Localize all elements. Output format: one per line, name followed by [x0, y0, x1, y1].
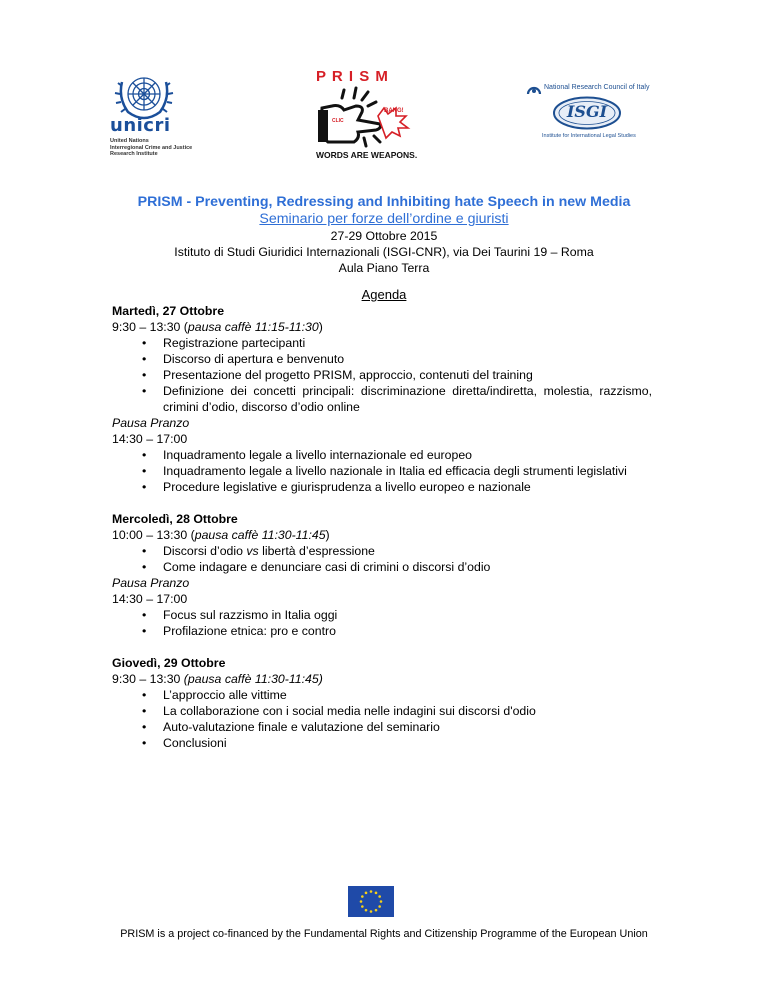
list-item: • Come indagare e denunciare casi di crimini o discorsi d’odio [112, 559, 652, 575]
cnr-name: National Research Council of Italy [544, 84, 650, 91]
session-time: 14:30 – 17:00 [112, 592, 188, 606]
event-venue: Istituto di Studi Giuridici Internazionali (ISGI-CNR), via Dei Taurini 19 – Roma [174, 245, 594, 259]
subtitle-text: Seminario per forze dell’ordine e giuristi [259, 211, 509, 227]
prism-wordmark: P R I S M [316, 68, 389, 85]
prism-bang-text: BANG! [384, 108, 404, 114]
day-title: Giovedì, 29 Ottobre [112, 656, 226, 670]
session-time: 14:30 – 17:00 [112, 432, 188, 446]
coffee-break: pausa caffè 11:30-11:45 [194, 528, 326, 542]
lunch-break: Pausa Pranzo [112, 576, 190, 590]
unicri-wordmark: unicri [110, 115, 171, 136]
agenda-program [112, 303, 652, 767]
eu-star [370, 910, 373, 913]
list-item-emphasis: vs [246, 544, 259, 558]
day-block [112, 511, 652, 639]
session-list [112, 687, 652, 751]
coffee-break: (pausa caffè 11:30-11:45) [183, 672, 323, 686]
list-item: • Profilazione etnica: pro e contro [112, 623, 652, 639]
eu-star [360, 900, 363, 903]
prism-logo-icon [314, 86, 426, 148]
time-range: 10:00 – 13:30 ( [112, 528, 195, 542]
time-close: ) [318, 320, 323, 334]
list-item: • La collaborazione con i social media nelle indagini sui discorsi d'odio [112, 703, 652, 719]
day-title: Martedì, 27 Ottobre [112, 304, 225, 318]
unicri-caption-line: United Nations [110, 138, 149, 144]
time-range: 9:30 – 13:30 [112, 672, 184, 686]
isgi-caption: Institute for International Legal Studies [542, 133, 636, 139]
day-block [112, 303, 652, 495]
session-list [112, 447, 652, 495]
list-item: • Focus sul razzismo in Italia oggi [112, 607, 652, 623]
list-item [112, 543, 652, 559]
day-title: Mercoledì, 28 Ottobre [112, 512, 238, 526]
time-close: ) [325, 528, 330, 542]
isgi-badge-text: ISGI [566, 102, 608, 121]
eu-star [380, 900, 383, 903]
list-item-text: Discorsi d’odio [163, 544, 243, 558]
session-time [112, 671, 652, 687]
session-time [112, 527, 652, 543]
event-dates: 27-29 Ottobre 2015 [330, 229, 438, 243]
eu-flag-icon [348, 886, 394, 917]
agenda-label: Agenda [361, 287, 407, 302]
list-item: • Discorso di apertura e benvenuto [112, 351, 652, 367]
eu-star [361, 895, 364, 898]
list-item: • Conclusioni [112, 735, 652, 751]
list-item: • Auto-valutazione finale e valutazione del seminario [112, 719, 652, 735]
prism-tagline: WORDS ARE WEAPONS. [316, 150, 418, 160]
eu-star [378, 905, 381, 908]
lunch-break: Pausa Pranzo [112, 416, 190, 430]
list-item: • Definizione dei concetti principali: discriminazione diretta/indiretta, molestia, razzismo, crimini d’odio, discorso d’odio online [112, 383, 652, 415]
coffee-break: pausa caffè 11:15-11:30 [187, 320, 319, 334]
list-item: • Procedure legislative e giurisprudenza a livello europeo e nazionale [112, 479, 652, 495]
session-list [112, 607, 652, 639]
unicri-caption-line: Interregional Crime and Justice [110, 144, 193, 151]
eu-star [378, 895, 381, 898]
eu-star [375, 909, 378, 912]
session-list [112, 543, 652, 575]
eu-star [370, 890, 373, 893]
document-subtitle [0, 210, 768, 228]
eu-star [375, 892, 378, 895]
document-title: PRISM - Preventing, Redressing and Inhibiting hate Speech in new Media [137, 194, 631, 210]
day-block [112, 655, 652, 751]
list-item: • Presentazione del progetto PRISM, approccio, contenuti del training [112, 367, 652, 383]
prism-logo [314, 68, 426, 164]
agenda-heading [0, 287, 768, 303]
list-item-text: libertà d’espressione [262, 544, 375, 558]
eu-star [365, 909, 368, 912]
list-item: • Registrazione partecipanti [112, 335, 652, 351]
cnr-isgi-logo [524, 80, 654, 144]
eu-flag [348, 886, 394, 917]
session-time [112, 319, 652, 335]
eu-star [365, 892, 368, 895]
time-range: 9:30 – 13:30 ( [112, 320, 188, 334]
list-item: • Inquadramento legale a livello nazionale in Italia ed efficacia degli strumenti legislativi [112, 463, 652, 479]
list-item: • Inquadramento legale a livello internazionale ed europeo [112, 447, 652, 463]
event-room: Aula Piano Terra [338, 261, 430, 275]
session-list [112, 335, 652, 415]
eu-star [361, 905, 364, 908]
prism-clic-text: CLIC [332, 118, 344, 124]
list-item: • L’approccio alle vittime [112, 687, 652, 703]
unicri-caption-line: Research Institute [110, 151, 158, 157]
cnr-icon [526, 82, 542, 96]
footer-note: PRISM is a project co-financed by the Fundamental Rights and Citizenship Programme of the European Union [120, 928, 648, 940]
unicri-logo [108, 68, 220, 160]
